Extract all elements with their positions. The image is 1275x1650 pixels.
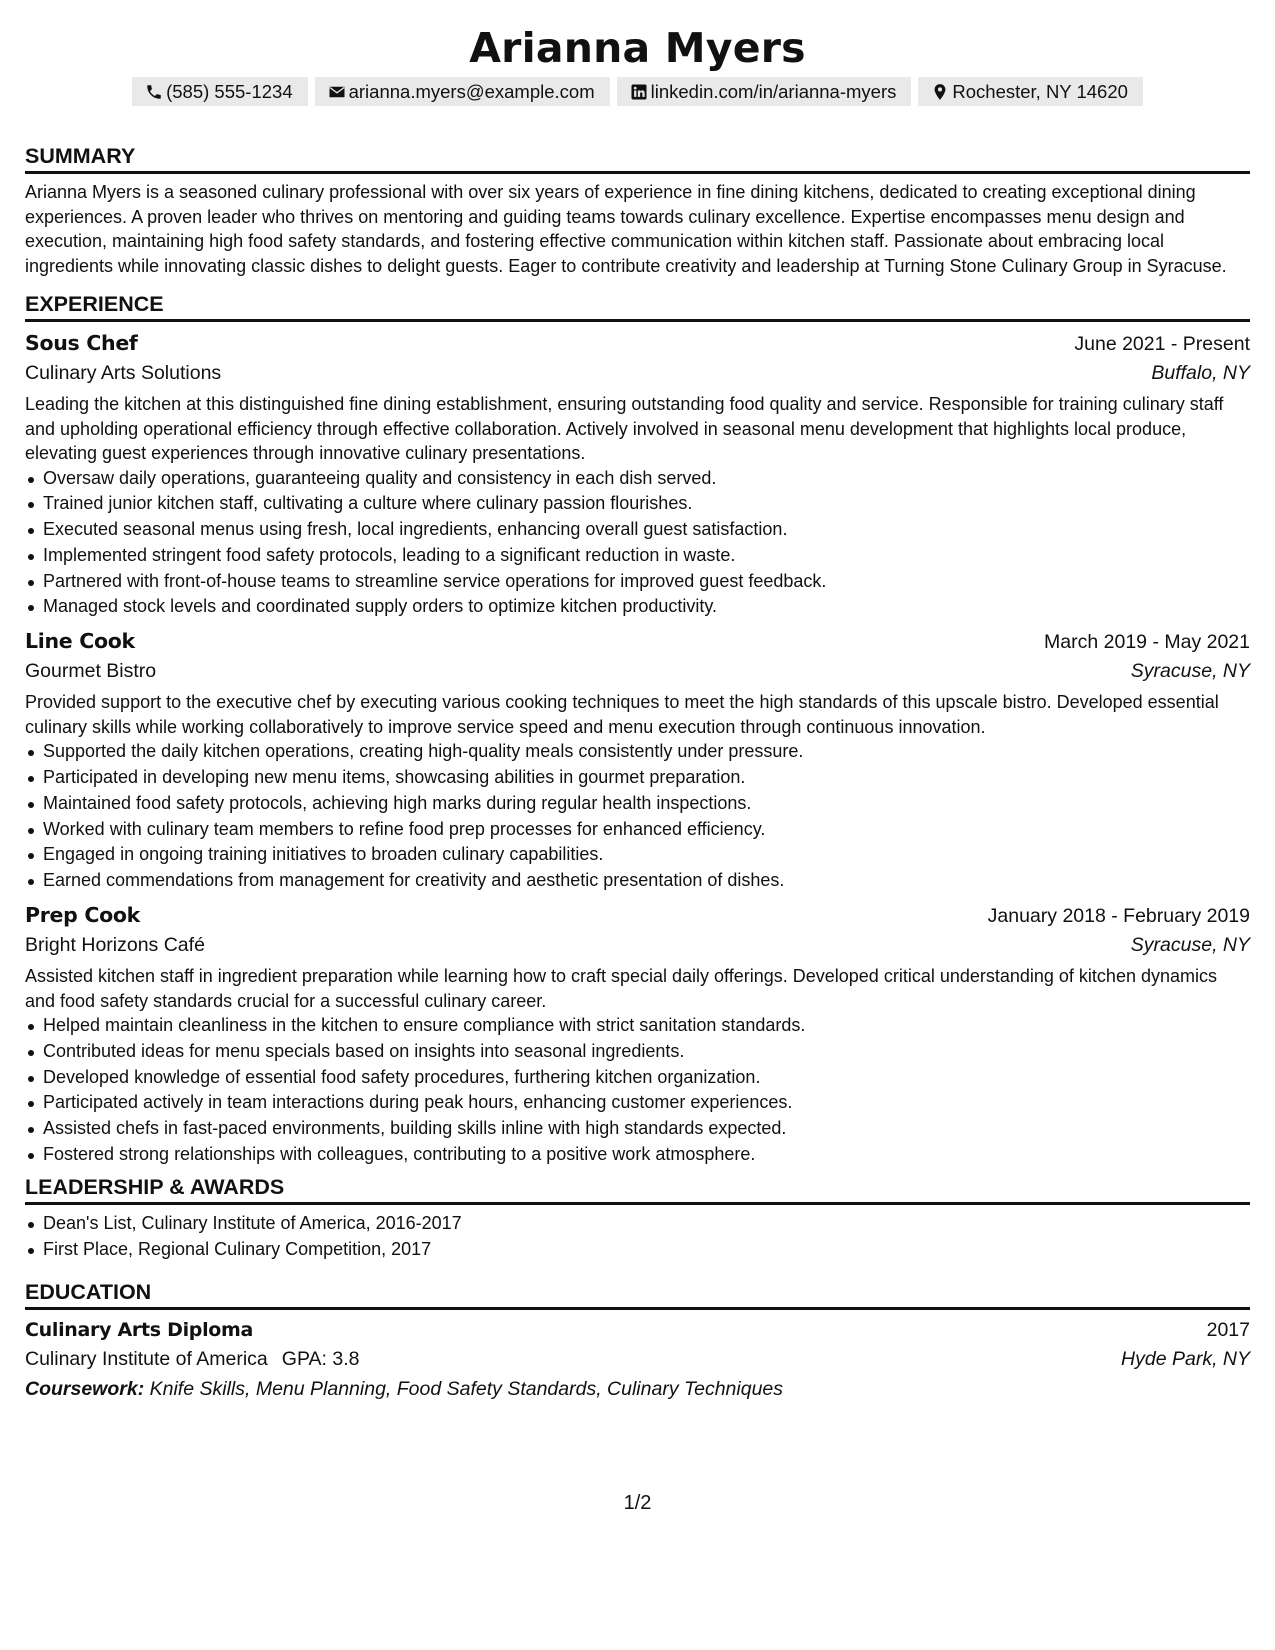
job-company: Gourmet Bistro (25, 660, 157, 683)
coursework-label: Coursework: (25, 1378, 145, 1401)
list-item: Engaged in ongoing training initiatives to broaden culinary capabilities. (43, 842, 1250, 868)
list-item: Fostered strong relationships with colleagues, contributing to a positive work atmosphere. (43, 1142, 1250, 1168)
job-location: Syracuse, NY (1130, 934, 1250, 957)
list-item: Worked with culinary team members to refine food prep processes for enhanced efficiency. (43, 817, 1250, 843)
summary-section (25, 143, 1250, 278)
job-description: Leading the kitchen at this distinguished fine dining establishment, ensuring outstanding food quality and service. Responsible for training culinary staff and upholding operational efficiency through effective collaboration. Actively involved in seasonal menu development that highlights local produce, elevating guest experiences through innovative culinary presentations. (25, 394, 1224, 463)
contact-email[interactable] (315, 77, 610, 106)
linkedin-icon (630, 83, 648, 101)
coursework (25, 1374, 1250, 1404)
job-title: Sous Chef (25, 331, 138, 355)
job-entry (25, 626, 1250, 894)
job-entry (25, 900, 1250, 1168)
job-description: Provided support to the executive chef by executing various cooking techniques to meet the high standards of this upscale bistro. Developed essential culinary skills while working collaboratively to improve service speed and menu execution through continuous innovation. (25, 692, 1219, 737)
list-item: Earned commendations from management for creativity and aesthetic presentation of dishes. (43, 868, 1250, 894)
institution-line (25, 1345, 359, 1374)
award-list (25, 1211, 1250, 1263)
list-item: Participated actively in team interactions during peak hours, enhancing customer experiences. (43, 1090, 1250, 1116)
section-title: EXPERIENCE (25, 291, 1250, 322)
phone-icon (145, 83, 163, 101)
coursework-list: Knife Skills, Menu Planning, Food Safety Standards, Culinary Techniques (149, 1378, 784, 1401)
contact-phone[interactable] (132, 77, 308, 106)
resume-page (25, 0, 1250, 1404)
list-item: Executed seasonal menus using fresh, local ingredients, enhancing overall guest satisfaction. (43, 517, 1250, 543)
graduation-year: 2017 (1206, 1319, 1250, 1342)
linkedin-text: linkedin.com/in/arianna-myers (650, 80, 897, 102)
envelope-icon (328, 83, 346, 101)
job-location: Syracuse, NY (1130, 660, 1250, 683)
job-dates: June 2021 - Present (1074, 333, 1250, 355)
section-title: EDUCATION (25, 1279, 1250, 1310)
list-item: First Place, Regional Culinary Competition, 2017 (43, 1237, 1250, 1263)
list-item: Participated in developing new menu items, showcasing abilities in gourmet preparation. (43, 765, 1250, 791)
job-entry (25, 328, 1250, 620)
leadership-section (25, 1174, 1250, 1263)
email-text: arianna.myers@example.com (348, 80, 595, 102)
education-section (25, 1279, 1250, 1404)
job-dates: January 2018 - February 2019 (987, 905, 1250, 928)
summary-text: Arianna Myers is a seasoned culinary professional with over six years of experience in fine dining kitchens, dedicated to creating exceptional dining experiences. A proven leader who thrives on mentoring and guiding teams towards culinary excellence. Expertise encompasses menu design and execution, maintaining high food safety standards, and fostering effective communication within kitchen staff. Passionate about embracing local ingredients while innovating classic dishes to delight guests. Eager to contribute creativity and leadership at Turning Stone Culinary Group in Syracuse. (25, 182, 1227, 276)
list-item: Supported the daily kitchen operations, creating high-quality meals consistently under pressure. (43, 739, 1250, 765)
education-location: Hyde Park, NY (1121, 1348, 1250, 1371)
list-item: Contributed ideas for menu specials based on insights into seasonal ingredients. (43, 1039, 1250, 1065)
job-title: Prep Cook (25, 903, 140, 928)
job-company: Culinary Arts Solutions (25, 362, 222, 384)
job-bullets (25, 1013, 1250, 1168)
job-company: Bright Horizons Café (25, 934, 205, 957)
gpa: GPA: 3.8 (281, 1348, 360, 1371)
job-bullets (25, 466, 1250, 621)
page-number: 1/2 (623, 1492, 652, 1514)
job-title: Line Cook (25, 629, 135, 654)
list-item: Partnered with front-of-house teams to streamline service operations for improved guest feedback. (43, 569, 1250, 595)
list-item: Trained junior kitchen staff, cultivating a culture where culinary passion flourishes. (43, 491, 1250, 517)
section-title: SUMMARY (25, 143, 1250, 174)
list-item: Managed stock levels and coordinated supply orders to optimize kitchen productivity. (43, 594, 1250, 620)
list-item: Implemented stringent food safety protocols, leading to a significant reduction in waste. (43, 543, 1250, 569)
job-dates: March 2019 - May 2021 (1044, 631, 1250, 654)
map-pin-icon (931, 83, 949, 101)
phone-text: (585) 555-1234 (166, 80, 293, 102)
list-item: Maintained food safety protocols, achieving high marks during regular health inspections. (43, 791, 1250, 817)
experience-section (25, 291, 1250, 1168)
candidate-name: Arianna Myers (469, 24, 806, 72)
list-item: Dean's List, Culinary Institute of America, 2016-2017 (43, 1211, 1250, 1237)
institution: Culinary Institute of America (25, 1348, 268, 1371)
job-location: Buffalo, NY (1151, 362, 1250, 384)
location-text: Rochester, NY 14620 (952, 80, 1128, 102)
list-item: Helped maintain cleanliness in the kitchen to ensure compliance with strict sanitation standards. (43, 1013, 1250, 1039)
section-title: LEADERSHIP & AWARDS (25, 1174, 1250, 1205)
list-item: Assisted chefs in fast-paced environments, building skills inline with high standards expected. (43, 1116, 1250, 1142)
job-description: Assisted kitchen staff in ingredient preparation while learning how to craft special daily offerings. Developed critical understanding of kitchen dynamics and food safety standards crucial for a successful culinary career. (25, 966, 1217, 1011)
contact-location[interactable] (918, 77, 1143, 106)
contact-bar (25, 77, 1250, 106)
contact-linkedin[interactable] (617, 77, 912, 106)
list-item: Developed knowledge of essential food safety procedures, furthering kitchen organization. (43, 1065, 1250, 1091)
job-bullets (25, 739, 1250, 894)
list-item: Oversaw daily operations, guaranteeing quality and consistency in each dish served. (43, 466, 1250, 492)
education-entry (25, 1315, 1250, 1404)
degree: Culinary Arts Diploma (25, 1319, 254, 1342)
